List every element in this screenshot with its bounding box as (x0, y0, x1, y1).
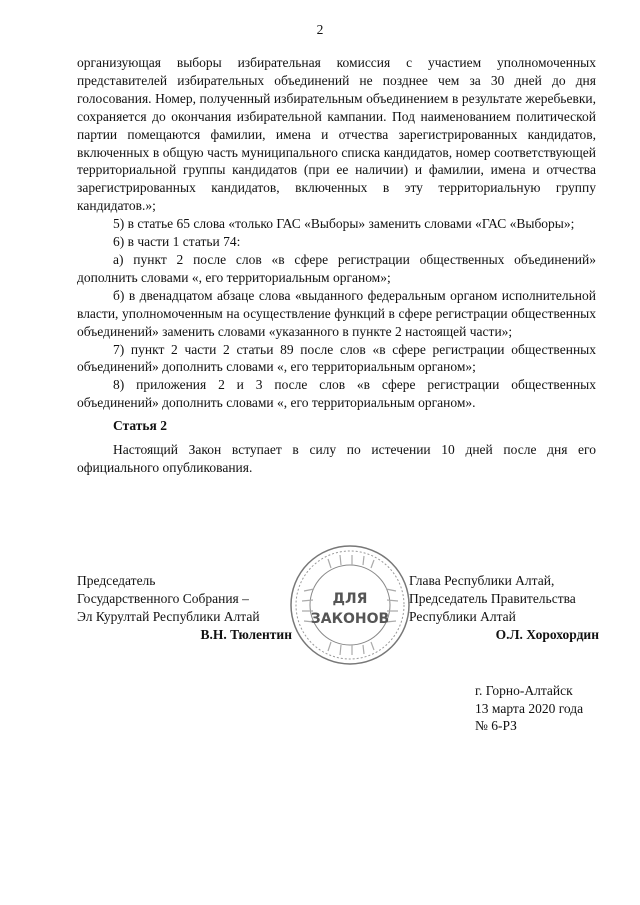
official-seal (288, 543, 412, 667)
article-heading: Статья 2 (113, 418, 167, 434)
stamp-line-2: ЗАКОНОВ (310, 611, 390, 627)
signatory-title-line: Глава Республики Алтай, (409, 573, 555, 588)
signatory-title-line: Председатель Правительства (409, 591, 576, 606)
signatory-title-line: Государственного Собрания – (77, 591, 249, 606)
seal-icon (288, 543, 412, 667)
signatory-name: О.Л. Хорохордин (495, 627, 599, 642)
document-footer (475, 682, 583, 735)
signature-block-left (77, 572, 292, 644)
law-body-text (77, 54, 596, 477)
footer-city: г. Горно-Алтайск (475, 683, 573, 698)
page-number: 2 (316, 22, 324, 37)
footer-date: 13 марта 2020 года (475, 700, 584, 716)
signatory-title-line: Председатель (77, 573, 156, 588)
paragraph: Настоящий Закон вступает в силу по истечении 10 дней после дня его официального опубликования. (77, 442, 596, 475)
paragraph: 6) в части 1 статьи 74: (113, 234, 241, 250)
signatory-name: В.Н. Тюлентин (200, 627, 292, 642)
stamp-line-1: ДЛЯ (332, 591, 368, 607)
paragraph: б) в двенадцатом абзаце слова «выданного федеральным органом исполнительной власти, уполномоченным на осуществление функций в сфере регистрации общественных объединений» заменить словами «указанного в пункте 2 настоящей части»; (77, 287, 596, 339)
footer-law-number: № 6-РЗ (475, 718, 517, 733)
signature-block-right (409, 572, 599, 644)
paragraph: 8) приложения 2 и 3 после слов «в сфере регистрации общественных объединений» дополнить словами «, его территориальным органом». (77, 377, 596, 411)
signatory-title-line: Эл Курултай Республики Алтай (77, 609, 260, 624)
paragraph: а) пункт 2 после слов «в сфере регистрации общественных объединений» дополнить словами «, его территориальным органом»; (77, 251, 596, 285)
paragraph: 7) пункт 2 части 2 статьи 89 после слов «в сфере регистрации общественных объединений» дополнить словами «, его территориальным органом»; (77, 341, 596, 375)
paragraph: организующая выборы избирательная комиссия с участием уполномоченных представителей избирательных объединений не позднее чем за 30 дней до дня голосования. Номер, полученный избирательным объединением в результате жеребьевки, сохраняется до окончания избирательной кампании. Под наименованием политической партии помещаются фамилии, имена и отчества зарегистрированных кандидатов, включенных в общую часть муниципального списка кандидатов, номер соответствующей территориальной группы кандидатов (при ее наличии) и фамилии, имена и отчества зарегистрированных кандидатов, включенных в эту территориальную группу кандидатов.»; (77, 55, 596, 214)
paragraph: 5) в статье 65 слова «только ГАС «Выборы» заменить словами «ГАС «Выборы»; (113, 216, 575, 232)
signatory-title-line: Республики Алтай (409, 609, 516, 624)
